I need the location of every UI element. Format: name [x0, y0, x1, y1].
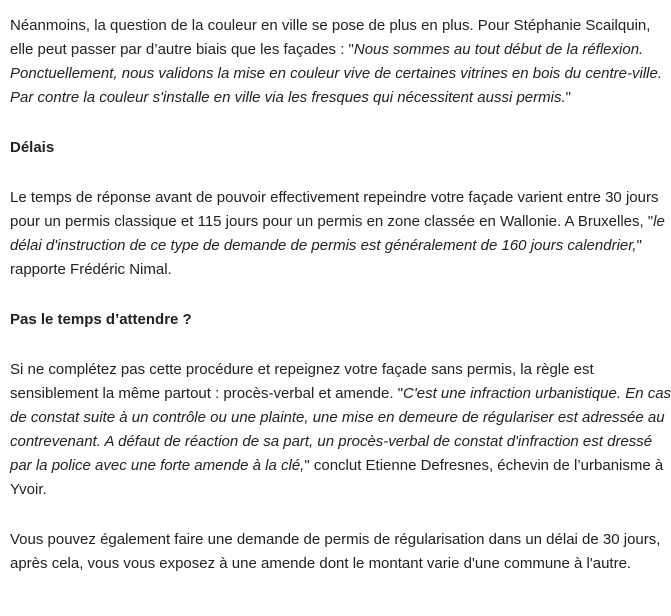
text-line: Vous pouvez également faire une demande de permis de régularisation dans un délai de 30 jours,: [10, 531, 661, 548]
text-line: pour un permis classique et 115 jours pour un permis en zone classée en Wallonie. A Bruxelles, ": [10, 213, 654, 230]
text-line: Le temps de réponse avant de pouvoir effectivement repeindre votre façade varient entre 30 jours: [10, 189, 659, 206]
text-line: Yvoir.: [10, 481, 47, 498]
quote-text: de constat suite à un contrôle ou une plainte, une mise en demeure de régulariser est adressée au: [10, 409, 665, 426]
text-line: Néanmoins, la question de la couleur en ville se pose de plus en plus. Pour Stéphanie Scailquin,: [10, 17, 651, 34]
article-body: [10, 14, 671, 576]
text-line: " conclut Etienne Defresnes, échevin de l’urbanisme à: [304, 457, 664, 474]
paragraph-delais: [10, 186, 665, 282]
quote-text: contrevenant. A défaut de réaction de sa part, un procès-verbal de constat d'infraction est dressé: [10, 433, 653, 450]
text-line: sensiblement la même partout : procès-verbal et amende. ": [10, 385, 404, 402]
paragraph-couleur-en-ville: [10, 14, 663, 110]
text-line: ": [565, 89, 571, 106]
text-line: elle peut passer par d’autre biais que les façades : ": [10, 41, 354, 58]
section-heading-delais: Délais: [10, 139, 55, 156]
quote-text: Nous sommes au tout début de la réflexion.: [353, 41, 644, 58]
quote-text: le: [653, 213, 665, 230]
quote-text: par la police avec une forte amende à la clé,: [10, 457, 305, 474]
quote-text: C'est une infraction urbanistique. En cas: [403, 385, 671, 402]
section-heading-pas-le-temps: Pas le temps d’attendre ?: [10, 311, 192, 328]
text-line: rapporte Frédéric Nimal.: [10, 261, 172, 278]
text-line: Si ne complétez pas cette procédure et repeignez votre façade sans permis, la règle est: [10, 361, 594, 378]
quote-text: Par contre la couleur s'installe en ville via les fresques qui nécessitent aussi permis.: [10, 89, 566, 106]
text-line: ": [636, 237, 642, 254]
text-line: après cela, vous vous exposez à une amende dont le montant varie d'une commune à l'autre.: [10, 555, 632, 572]
quote-text: Ponctuellement, nous validons la mise en couleur vive de certaines vitrines en bois du centre-ville.: [10, 65, 663, 82]
quote-text: délai d'instruction de ce type de demande de permis est généralement de 160 jours calendrier,: [10, 237, 637, 254]
paragraph-infraction: [10, 358, 671, 502]
paragraph-regularisation: [10, 528, 661, 576]
